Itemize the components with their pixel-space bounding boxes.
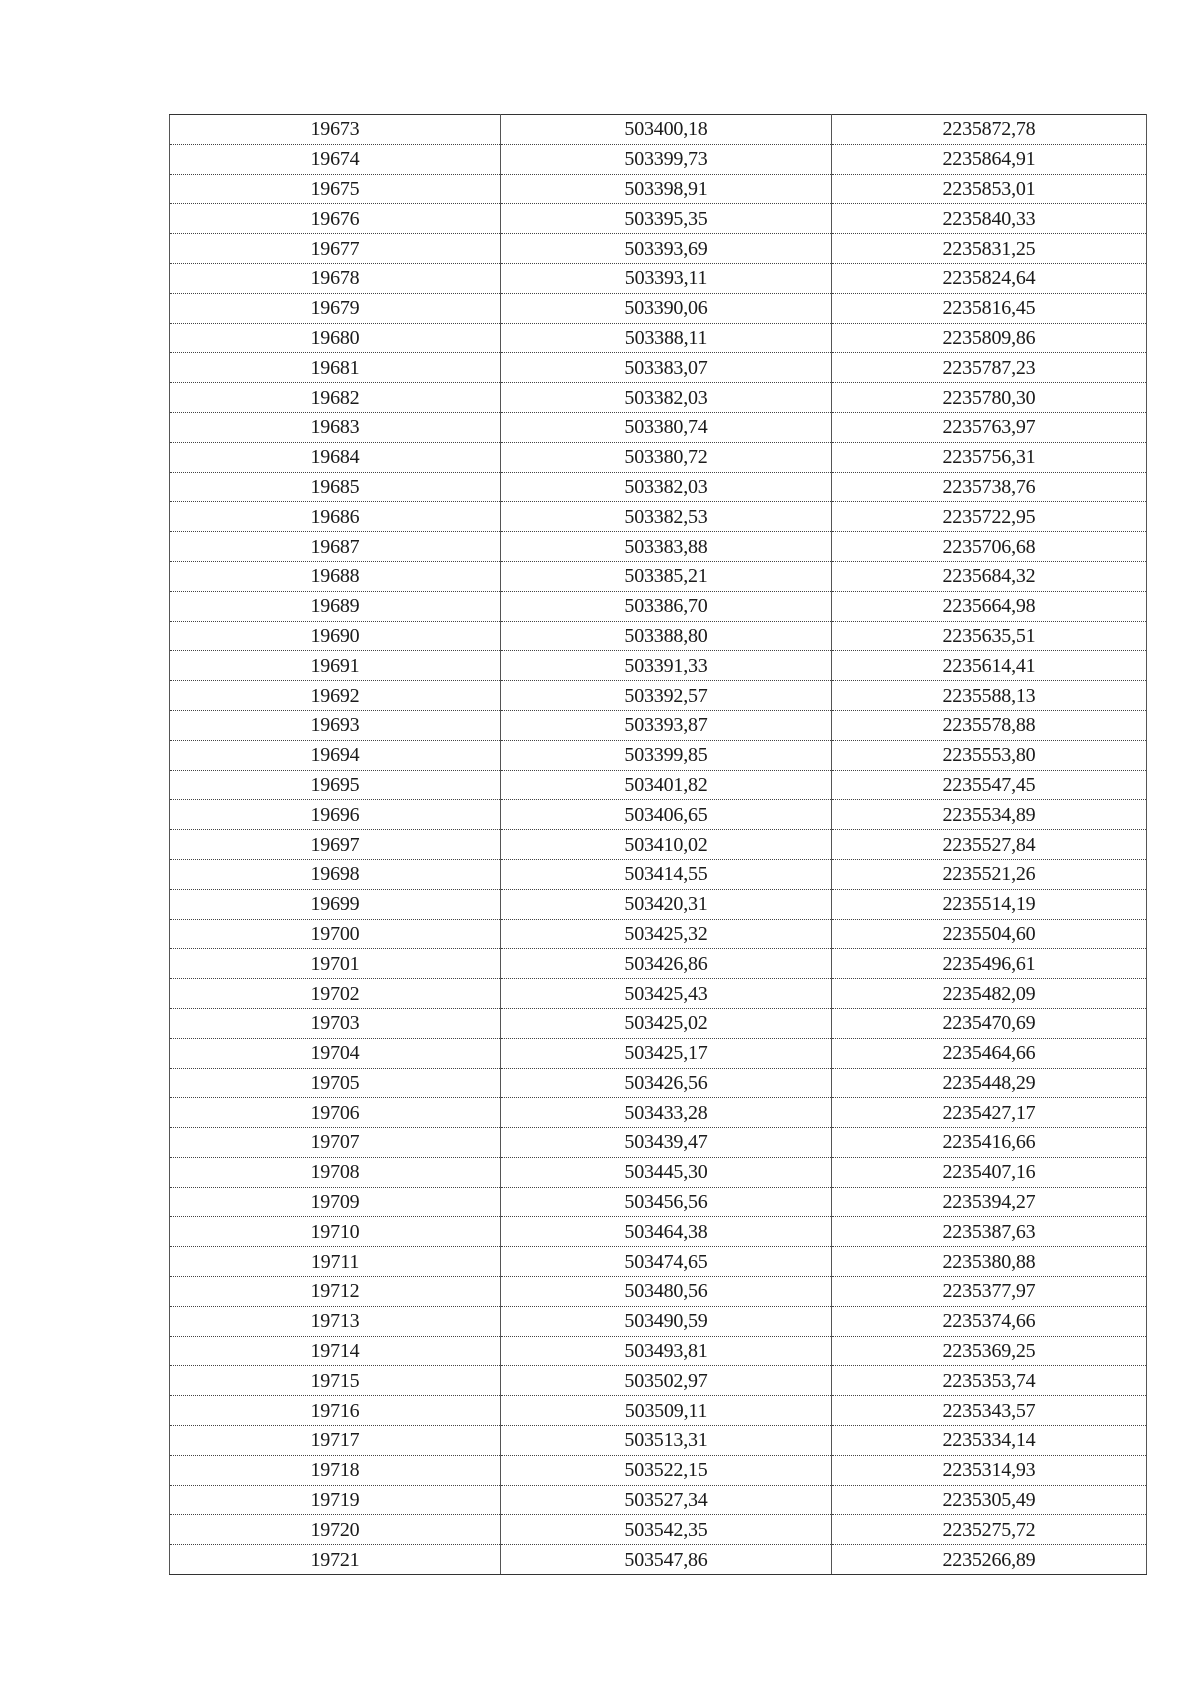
point-number-cell: 19711 (170, 1247, 501, 1277)
x-coordinate-cell: 503410,02 (501, 830, 832, 860)
x-coordinate-cell: 503390,06 (501, 293, 832, 323)
table-row (170, 1545, 1147, 1575)
point-number-cell: 19685 (170, 472, 501, 502)
y-coordinate-cell: 2235380,88 (832, 1247, 1147, 1277)
x-coordinate-cell: 503490,59 (501, 1306, 832, 1336)
y-coordinate-cell: 2235314,93 (832, 1455, 1147, 1485)
table-row (170, 561, 1147, 591)
table-row (170, 353, 1147, 383)
y-coordinate-cell: 2235470,69 (832, 1008, 1147, 1038)
table-row (170, 1426, 1147, 1456)
y-coordinate-cell: 2235464,66 (832, 1038, 1147, 1068)
y-coordinate-cell: 2235377,97 (832, 1277, 1147, 1307)
point-number-cell: 19710 (170, 1217, 501, 1247)
point-number-cell: 19692 (170, 681, 501, 711)
x-coordinate-cell: 503399,73 (501, 144, 832, 174)
point-number-cell: 19712 (170, 1277, 501, 1307)
point-number-cell: 19696 (170, 800, 501, 830)
y-coordinate-cell: 2235824,64 (832, 263, 1147, 293)
x-coordinate-cell: 503398,91 (501, 174, 832, 204)
table-row (170, 1157, 1147, 1187)
x-coordinate-cell: 503456,56 (501, 1187, 832, 1217)
y-coordinate-cell: 2235872,78 (832, 115, 1147, 145)
table-row (170, 621, 1147, 651)
table-row (170, 591, 1147, 621)
table-row (170, 1366, 1147, 1396)
table-row (170, 1485, 1147, 1515)
point-number-cell: 19705 (170, 1068, 501, 1098)
table-row (170, 234, 1147, 264)
x-coordinate-cell: 503382,03 (501, 383, 832, 413)
x-coordinate-cell: 503493,81 (501, 1336, 832, 1366)
coordinates-table-body (170, 115, 1147, 1575)
point-number-cell: 19699 (170, 889, 501, 919)
y-coordinate-cell: 2235374,66 (832, 1306, 1147, 1336)
point-number-cell: 19687 (170, 532, 501, 562)
x-coordinate-cell: 503393,87 (501, 710, 832, 740)
y-coordinate-cell: 2235864,91 (832, 144, 1147, 174)
x-coordinate-cell: 503395,35 (501, 204, 832, 234)
point-number-cell: 19716 (170, 1396, 501, 1426)
x-coordinate-cell: 503400,18 (501, 115, 832, 145)
table-row (170, 830, 1147, 860)
x-coordinate-cell: 503382,53 (501, 502, 832, 532)
point-number-cell: 19720 (170, 1515, 501, 1545)
table-row (170, 710, 1147, 740)
table-row (170, 979, 1147, 1009)
x-coordinate-cell: 503527,34 (501, 1485, 832, 1515)
x-coordinate-cell: 503388,80 (501, 621, 832, 651)
table-row (170, 919, 1147, 949)
x-coordinate-cell: 503542,35 (501, 1515, 832, 1545)
table-row (170, 532, 1147, 562)
y-coordinate-cell: 2235343,57 (832, 1396, 1147, 1426)
point-number-cell: 19702 (170, 979, 501, 1009)
y-coordinate-cell: 2235514,19 (832, 889, 1147, 919)
table-row (170, 1455, 1147, 1485)
point-number-cell: 19676 (170, 204, 501, 234)
point-number-cell: 19714 (170, 1336, 501, 1366)
point-number-cell: 19704 (170, 1038, 501, 1068)
table-row (170, 1277, 1147, 1307)
x-coordinate-cell: 503392,57 (501, 681, 832, 711)
x-coordinate-cell: 503393,11 (501, 263, 832, 293)
point-number-cell: 19718 (170, 1455, 501, 1485)
y-coordinate-cell: 2235578,88 (832, 710, 1147, 740)
y-coordinate-cell: 2235635,51 (832, 621, 1147, 651)
x-coordinate-cell: 503464,38 (501, 1217, 832, 1247)
y-coordinate-cell: 2235831,25 (832, 234, 1147, 264)
y-coordinate-cell: 2235407,16 (832, 1157, 1147, 1187)
x-coordinate-cell: 503426,86 (501, 949, 832, 979)
y-coordinate-cell: 2235275,72 (832, 1515, 1147, 1545)
point-number-cell: 19695 (170, 770, 501, 800)
x-coordinate-cell: 503509,11 (501, 1396, 832, 1426)
y-coordinate-cell: 2235266,89 (832, 1545, 1147, 1575)
point-number-cell: 19715 (170, 1366, 501, 1396)
point-number-cell: 19719 (170, 1485, 501, 1515)
table-row (170, 1247, 1147, 1277)
x-coordinate-cell: 503399,85 (501, 740, 832, 770)
table-row (170, 323, 1147, 353)
table-row (170, 681, 1147, 711)
table-row (170, 1306, 1147, 1336)
table-row (170, 1098, 1147, 1128)
x-coordinate-cell: 503445,30 (501, 1157, 832, 1187)
table-row (170, 1068, 1147, 1098)
y-coordinate-cell: 2235787,23 (832, 353, 1147, 383)
point-number-cell: 19690 (170, 621, 501, 651)
y-coordinate-cell: 2235840,33 (832, 204, 1147, 234)
y-coordinate-cell: 2235496,61 (832, 949, 1147, 979)
y-coordinate-cell: 2235369,25 (832, 1336, 1147, 1366)
table-row (170, 1187, 1147, 1217)
x-coordinate-cell: 503426,56 (501, 1068, 832, 1098)
table-row (170, 144, 1147, 174)
point-number-cell: 19675 (170, 174, 501, 204)
table-row (170, 949, 1147, 979)
table-row (170, 472, 1147, 502)
table-row (170, 740, 1147, 770)
point-number-cell: 19697 (170, 830, 501, 860)
y-coordinate-cell: 2235527,84 (832, 830, 1147, 860)
y-coordinate-cell: 2235353,74 (832, 1366, 1147, 1396)
table-row (170, 800, 1147, 830)
table-row (170, 442, 1147, 472)
table-row (170, 1128, 1147, 1158)
point-number-cell: 19708 (170, 1157, 501, 1187)
point-number-cell: 19694 (170, 740, 501, 770)
table-row (170, 1217, 1147, 1247)
point-number-cell: 19678 (170, 263, 501, 293)
point-number-cell: 19703 (170, 1008, 501, 1038)
x-coordinate-cell: 503401,82 (501, 770, 832, 800)
table-row (170, 1515, 1147, 1545)
point-number-cell: 19684 (170, 442, 501, 472)
y-coordinate-cell: 2235684,32 (832, 561, 1147, 591)
point-number-cell: 19721 (170, 1545, 501, 1575)
y-coordinate-cell: 2235334,14 (832, 1426, 1147, 1456)
point-number-cell: 19686 (170, 502, 501, 532)
point-number-cell: 19717 (170, 1426, 501, 1456)
x-coordinate-cell: 503474,65 (501, 1247, 832, 1277)
x-coordinate-cell: 503425,02 (501, 1008, 832, 1038)
y-coordinate-cell: 2235547,45 (832, 770, 1147, 800)
x-coordinate-cell: 503388,11 (501, 323, 832, 353)
x-coordinate-cell: 503414,55 (501, 859, 832, 889)
y-coordinate-cell: 2235763,97 (832, 412, 1147, 442)
point-number-cell: 19688 (170, 561, 501, 591)
y-coordinate-cell: 2235816,45 (832, 293, 1147, 323)
x-coordinate-cell: 503420,31 (501, 889, 832, 919)
y-coordinate-cell: 2235504,60 (832, 919, 1147, 949)
y-coordinate-cell: 2235614,41 (832, 651, 1147, 681)
x-coordinate-cell: 503522,15 (501, 1455, 832, 1485)
y-coordinate-cell: 2235706,68 (832, 532, 1147, 562)
x-coordinate-cell: 503383,07 (501, 353, 832, 383)
table-row (170, 1008, 1147, 1038)
x-coordinate-cell: 503547,86 (501, 1545, 832, 1575)
point-number-cell: 19707 (170, 1128, 501, 1158)
table-row (170, 115, 1147, 145)
point-number-cell: 19706 (170, 1098, 501, 1128)
x-coordinate-cell: 503425,17 (501, 1038, 832, 1068)
y-coordinate-cell: 2235809,86 (832, 323, 1147, 353)
point-number-cell: 19683 (170, 412, 501, 442)
y-coordinate-cell: 2235305,49 (832, 1485, 1147, 1515)
y-coordinate-cell: 2235387,63 (832, 1217, 1147, 1247)
table-row (170, 204, 1147, 234)
x-coordinate-cell: 503393,69 (501, 234, 832, 264)
y-coordinate-cell: 2235664,98 (832, 591, 1147, 621)
point-number-cell: 19693 (170, 710, 501, 740)
table-row (170, 502, 1147, 532)
coordinates-table (169, 114, 1147, 1575)
y-coordinate-cell: 2235780,30 (832, 383, 1147, 413)
x-coordinate-cell: 503439,47 (501, 1128, 832, 1158)
point-number-cell: 19682 (170, 383, 501, 413)
y-coordinate-cell: 2235588,13 (832, 681, 1147, 711)
x-coordinate-cell: 503480,56 (501, 1277, 832, 1307)
x-coordinate-cell: 503502,97 (501, 1366, 832, 1396)
point-number-cell: 19677 (170, 234, 501, 264)
y-coordinate-cell: 2235853,01 (832, 174, 1147, 204)
x-coordinate-cell: 503380,72 (501, 442, 832, 472)
x-coordinate-cell: 503386,70 (501, 591, 832, 621)
table-row (170, 1336, 1147, 1366)
table-row (170, 412, 1147, 442)
point-number-cell: 19679 (170, 293, 501, 323)
point-number-cell: 19674 (170, 144, 501, 174)
x-coordinate-cell: 503383,88 (501, 532, 832, 562)
x-coordinate-cell: 503382,03 (501, 472, 832, 502)
point-number-cell: 19673 (170, 115, 501, 145)
point-number-cell: 19698 (170, 859, 501, 889)
table-row (170, 1038, 1147, 1068)
table-row (170, 859, 1147, 889)
x-coordinate-cell: 503406,65 (501, 800, 832, 830)
table-row (170, 889, 1147, 919)
y-coordinate-cell: 2235722,95 (832, 502, 1147, 532)
x-coordinate-cell: 503433,28 (501, 1098, 832, 1128)
table-row (170, 383, 1147, 413)
y-coordinate-cell: 2235427,17 (832, 1098, 1147, 1128)
table-row (170, 1396, 1147, 1426)
point-number-cell: 19701 (170, 949, 501, 979)
table-row (170, 174, 1147, 204)
x-coordinate-cell: 503380,74 (501, 412, 832, 442)
x-coordinate-cell: 503385,21 (501, 561, 832, 591)
y-coordinate-cell: 2235394,27 (832, 1187, 1147, 1217)
y-coordinate-cell: 2235448,29 (832, 1068, 1147, 1098)
y-coordinate-cell: 2235521,26 (832, 859, 1147, 889)
table-row (170, 651, 1147, 681)
y-coordinate-cell: 2235534,89 (832, 800, 1147, 830)
point-number-cell: 19700 (170, 919, 501, 949)
table-row (170, 293, 1147, 323)
y-coordinate-cell: 2235738,76 (832, 472, 1147, 502)
x-coordinate-cell: 503425,43 (501, 979, 832, 1009)
point-number-cell: 19709 (170, 1187, 501, 1217)
point-number-cell: 19680 (170, 323, 501, 353)
x-coordinate-cell: 503425,32 (501, 919, 832, 949)
table-row (170, 263, 1147, 293)
y-coordinate-cell: 2235482,09 (832, 979, 1147, 1009)
x-coordinate-cell: 503391,33 (501, 651, 832, 681)
x-coordinate-cell: 503513,31 (501, 1426, 832, 1456)
y-coordinate-cell: 2235553,80 (832, 740, 1147, 770)
y-coordinate-cell: 2235756,31 (832, 442, 1147, 472)
y-coordinate-cell: 2235416,66 (832, 1128, 1147, 1158)
point-number-cell: 19681 (170, 353, 501, 383)
point-number-cell: 19689 (170, 591, 501, 621)
point-number-cell: 19713 (170, 1306, 501, 1336)
table-row (170, 770, 1147, 800)
point-number-cell: 19691 (170, 651, 501, 681)
